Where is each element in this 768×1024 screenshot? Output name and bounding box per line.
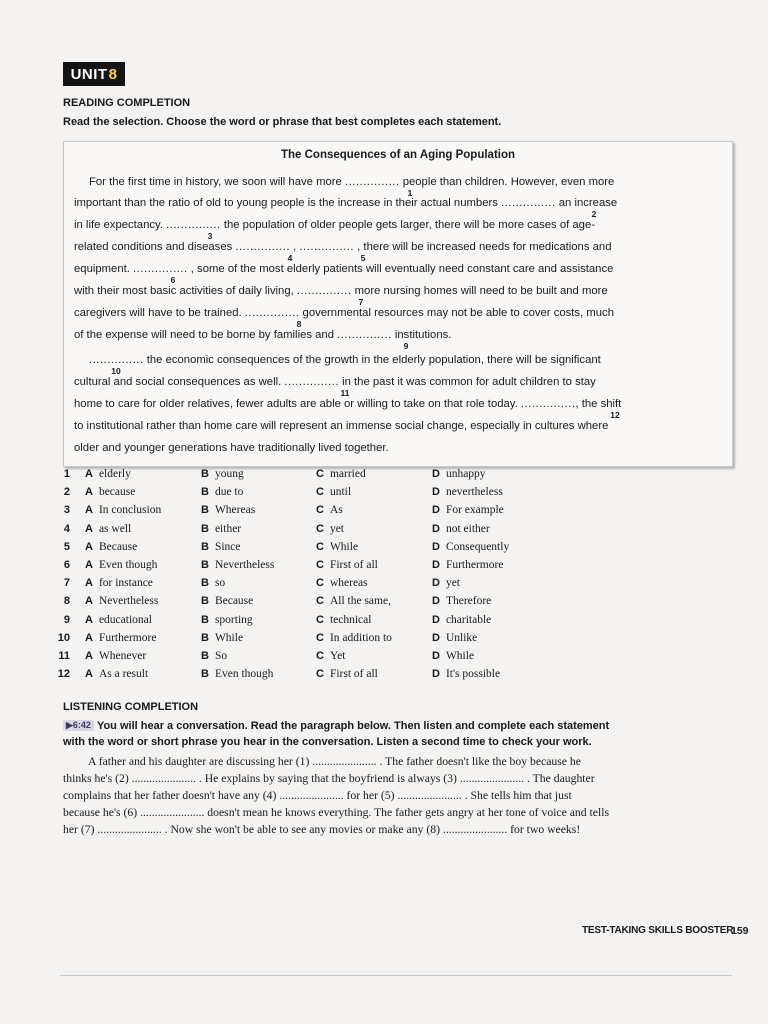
option-text: due to [214,486,244,499]
option-b[interactable] [201,504,255,516]
option-letter: C [316,559,324,571]
option-b[interactable] [201,541,241,553]
option-a[interactable] [85,614,152,626]
option-text: young [214,468,244,480]
option-letter: D [432,668,440,681]
option-text: Because [98,540,138,553]
option-text: While [214,631,244,644]
option-d[interactable] [432,559,503,571]
option-text: Whereas [214,504,256,517]
blank-6: ............... [133,263,188,275]
option-a[interactable] [85,632,156,644]
passage-line-3: in life expectancy. ............... the population of older people gets larger, there will be more cases of age- [74,219,595,231]
option-row [58,650,563,668]
option-row [63,559,563,577]
option-row [63,614,563,632]
question-number: 3 [63,504,70,517]
question-number: 7 [63,577,70,590]
blank-number-7: 7 [358,297,364,307]
option-c[interactable] [316,632,392,644]
option-letter: C [316,668,324,681]
option-c[interactable] [316,504,343,516]
option-text: First of all [329,559,378,571]
blank-number-1: 1 [407,188,413,198]
blank-4: ............... [235,241,290,253]
option-b[interactable] [201,577,225,589]
option-row [57,631,563,650]
option-row [63,541,563,559]
option-text: unhappy [445,468,486,480]
option-text: charitable [445,613,492,626]
passage-line-9: ............... the economic consequences of the growth in the elderly population, there will be significant [89,354,601,366]
option-b[interactable] [201,468,244,480]
option-text: As [329,504,343,517]
option-row [57,668,563,686]
option-row [63,523,563,541]
option-text: educational [98,613,152,626]
option-text: Furthermore [445,559,504,571]
option-text: Even though [214,668,274,681]
blank-3: ............... [166,219,221,231]
option-a[interactable] [85,577,153,589]
option-letter: D [432,631,440,644]
reading-instructions: Read the selection. Choose the word or phrase that best completes each statement. [63,116,502,128]
option-a[interactable] [85,468,131,480]
blank-12: ............... [520,398,576,410]
audio-track: 6:42 [72,720,91,730]
listening-instructions-line-2: with the word or short phrase you hear in the conversation. Listen a second time to check your work. [63,736,592,748]
option-a[interactable] [85,668,148,680]
passage-line-10: cultural and social consequences as well. ............... in the past it was common for adult children to stay [74,376,596,388]
option-c[interactable] [316,523,344,535]
option-text: whereas [329,577,368,590]
option-letter: A [85,650,93,662]
option-a[interactable] [85,523,131,535]
option-letter: B [201,559,209,571]
question-number: 2 [63,486,70,499]
option-letter: D [432,613,440,626]
blank-8: ............... [244,307,300,319]
option-text: so [214,577,226,590]
option-text: Yet [329,650,346,662]
option-letter: B [201,668,209,681]
option-c[interactable] [316,577,368,589]
option-text: Nevertheless [214,559,275,571]
option-letter: A [85,522,93,535]
option-b[interactable] [201,668,273,680]
option-letter: A [85,559,93,571]
option-letter: A [85,613,93,626]
option-row [63,468,563,486]
blank-10: ............... [89,354,144,366]
listening-line-4: because he's (6) ...................... doesn't mean he knows everything. The father gets angry at her tone of voice and tells [63,806,610,819]
option-letter: C [316,650,324,662]
listening-line-1: A father and his daughter are discussing her (1) ...................... . The father doesn't like the boy because he [88,755,581,768]
blank-number-10: 10 [111,366,121,376]
option-row [63,595,563,613]
option-a[interactable] [85,595,158,607]
option-letter: D [432,595,440,608]
blank-number-4: 4 [287,253,293,263]
reading-section-title: READING COMPLETION [63,97,191,109]
blank-7: ............... [296,285,352,297]
option-text: As a result [98,668,149,681]
option-letter: C [316,540,324,553]
option-letter: C [316,613,324,626]
option-text: Since [214,540,241,553]
option-letter: D [432,504,440,517]
option-text: Furthermore [98,631,157,644]
unit-badge [63,62,125,86]
passage-line-7: caregivers will have to be trained. ............... governmental resources may not be able to cover costs, much [74,307,614,319]
option-text: married [329,468,366,480]
option-d[interactable] [432,650,474,662]
blank-11: ............... [284,376,339,388]
question-number: 12 [57,668,70,681]
footer-label: TEST-TAKING SKILLS BOOSTER [582,925,734,936]
option-c[interactable] [316,650,345,662]
option-letter: D [432,559,440,571]
option-text: Because [214,595,254,608]
option-d[interactable] [432,504,504,516]
option-letter: B [201,595,209,608]
option-letter: B [201,631,209,644]
option-b[interactable] [201,632,243,644]
blank-2: ............... [501,197,556,209]
unit-label: UNIT [70,65,108,83]
page-number: 159 [731,925,749,937]
option-letter: C [316,577,324,590]
option-row [63,486,563,504]
option-letter: C [316,504,324,517]
option-c[interactable] [316,559,378,571]
option-b[interactable] [201,486,243,498]
passage-box [63,141,733,467]
option-letter: D [432,577,440,590]
option-a[interactable] [85,650,146,662]
option-text: either [214,522,242,535]
option-c[interactable] [316,486,351,498]
option-b[interactable] [201,650,227,662]
option-d[interactable] [432,541,509,553]
option-text: First of all [329,668,378,681]
option-b[interactable] [201,559,274,571]
passage-line-5: equipment. ............... , some of the most elderly patients will eventually need constant care and assistance [74,263,614,275]
passage-line-1: For the first time in history, we soon will have more ............... people than children. However, even more [89,176,615,188]
option-text: Whenever [98,650,147,662]
option-letter: D [432,650,440,662]
question-number: 10 [57,631,70,644]
option-text: yet [445,577,461,590]
option-c[interactable] [316,614,371,626]
footer-divider [60,975,732,976]
option-text: For example [445,504,504,517]
option-letter: B [201,540,209,553]
option-c[interactable] [316,468,366,480]
question-number: 5 [63,540,70,553]
option-letter: A [85,668,93,681]
blank-number-8: 8 [296,319,302,329]
option-d[interactable] [432,614,491,626]
option-text: So [214,650,228,662]
option-letter: B [201,522,209,535]
option-text: Nevertheless [98,595,159,608]
blank-9: ............... [337,329,392,341]
option-letter: A [85,504,93,517]
option-d[interactable] [432,632,477,644]
question-number: 9 [63,613,70,626]
option-c[interactable] [316,595,391,607]
option-d[interactable] [432,486,503,498]
option-letter: B [201,577,209,590]
option-text: nevertheless [445,486,503,499]
passage-line-4: related conditions and diseases ............... , ............... , there will be increased needs for medications and [74,241,612,253]
option-row [63,577,563,595]
option-letter: A [85,577,93,590]
blank-number-11: 11 [340,388,350,398]
option-letter: C [316,631,324,644]
option-text: In conclusion [98,504,162,517]
option-text: sporting [214,613,253,626]
blank-5: ............... [299,241,355,253]
option-text: While [329,540,359,553]
option-letter: D [432,540,440,553]
option-text: Consequently [445,540,510,553]
listening-instructions-line-1: ▶6:42 You will hear a conversation. Read the paragraph below. Then listen and complete each statement [63,720,609,732]
option-letter: C [316,522,324,535]
option-letter: D [432,468,440,480]
option-letter: B [201,486,209,499]
question-number: 11 [58,650,70,662]
audio-play-icon[interactable]: ▶6:42 [63,720,94,731]
option-letter: A [85,468,93,480]
option-letter: B [201,468,209,480]
option-b[interactable] [201,595,253,607]
question-number: 8 [63,595,70,608]
option-letter: B [201,613,209,626]
blank-number-2: 2 [591,209,597,219]
option-b[interactable] [201,523,241,535]
blank-number-5: 5 [360,253,366,263]
option-letter: D [432,522,440,535]
listening-line-3: complains that her father doesn't have any (4) ...................... for her (5) ...................... . She tells him that just [63,789,572,802]
option-text: as well [98,522,132,535]
option-letter: A [85,486,93,499]
option-letter: C [316,595,324,608]
passage-line-11: home to care for older relatives, fewer adults are able or willing to take on that role today. ..............., the shift [74,398,622,410]
option-text: Therefore [445,595,492,608]
option-a[interactable] [85,559,157,571]
option-text: While [445,650,475,662]
option-letter: C [316,468,324,480]
option-a[interactable] [85,541,137,553]
option-a[interactable] [85,486,135,498]
option-letter: C [316,486,324,499]
option-d[interactable] [432,577,460,589]
option-text: elderly [98,468,131,480]
option-d[interactable] [432,468,486,480]
option-b[interactable] [201,614,253,626]
blank-number-3: 3 [207,231,213,241]
passage-line-13: older and younger generations have traditionally lived together. [74,442,389,454]
passage-line-8: of the expense will need to be borne by families and ............... institutions. [74,329,452,341]
listening-line-5: her (7) ...................... . Now she won't be able to see any movies or make any (8) ...................... for two weeks! [63,823,581,836]
passage-title: The Consequences of an Aging Population [280,149,516,161]
option-text: Unlike [445,631,478,644]
option-row [63,504,563,522]
option-text: technical [329,613,372,626]
blank-number-12: 12 [610,410,620,420]
option-letter: B [201,504,209,517]
option-text: for instance [98,577,153,590]
passage-line-6: with their most basic activities of daily living, ............... more nursing homes will need to be built and more [74,285,608,297]
listening-section-title: LISTENING COMPLETION [63,701,199,713]
listening-line-2: thinks he's (2) ...................... . He explains by saying that the boyfriend is always (3) ...................... . The daughter [63,772,595,785]
passage-line-2: important than the ratio of old to young people is the increase in their actual numbers ............... an increase [74,197,618,209]
option-letter: B [201,650,209,662]
option-d[interactable] [432,668,500,680]
unit-number: 8 [108,65,118,83]
option-text: Even though [98,559,158,571]
option-text: It's possible [445,668,501,681]
option-d[interactable] [432,523,490,535]
option-text: because [98,486,136,499]
option-text: yet [329,522,345,535]
question-number: 4 [63,522,70,535]
blank-1: ............... [344,176,400,188]
question-number: 1 [63,468,70,480]
question-number: 6 [63,559,70,571]
blank-number-9: 9 [403,341,409,351]
option-c[interactable] [316,668,378,680]
blank-number-6: 6 [170,275,176,285]
option-c[interactable] [316,541,358,553]
option-letter: A [85,631,93,644]
option-a[interactable] [85,504,161,516]
option-letter: A [85,595,93,608]
passage-line-12: to institutional rather than home care will represent an immense social change, especially in cultures where [74,420,609,432]
option-text: All the same, [329,595,391,608]
option-text: not either [445,522,490,535]
option-text: until [329,486,352,499]
option-letter: A [85,540,93,553]
option-d[interactable] [432,595,491,607]
option-text: In addition to [329,631,392,644]
option-letter: D [432,486,440,499]
